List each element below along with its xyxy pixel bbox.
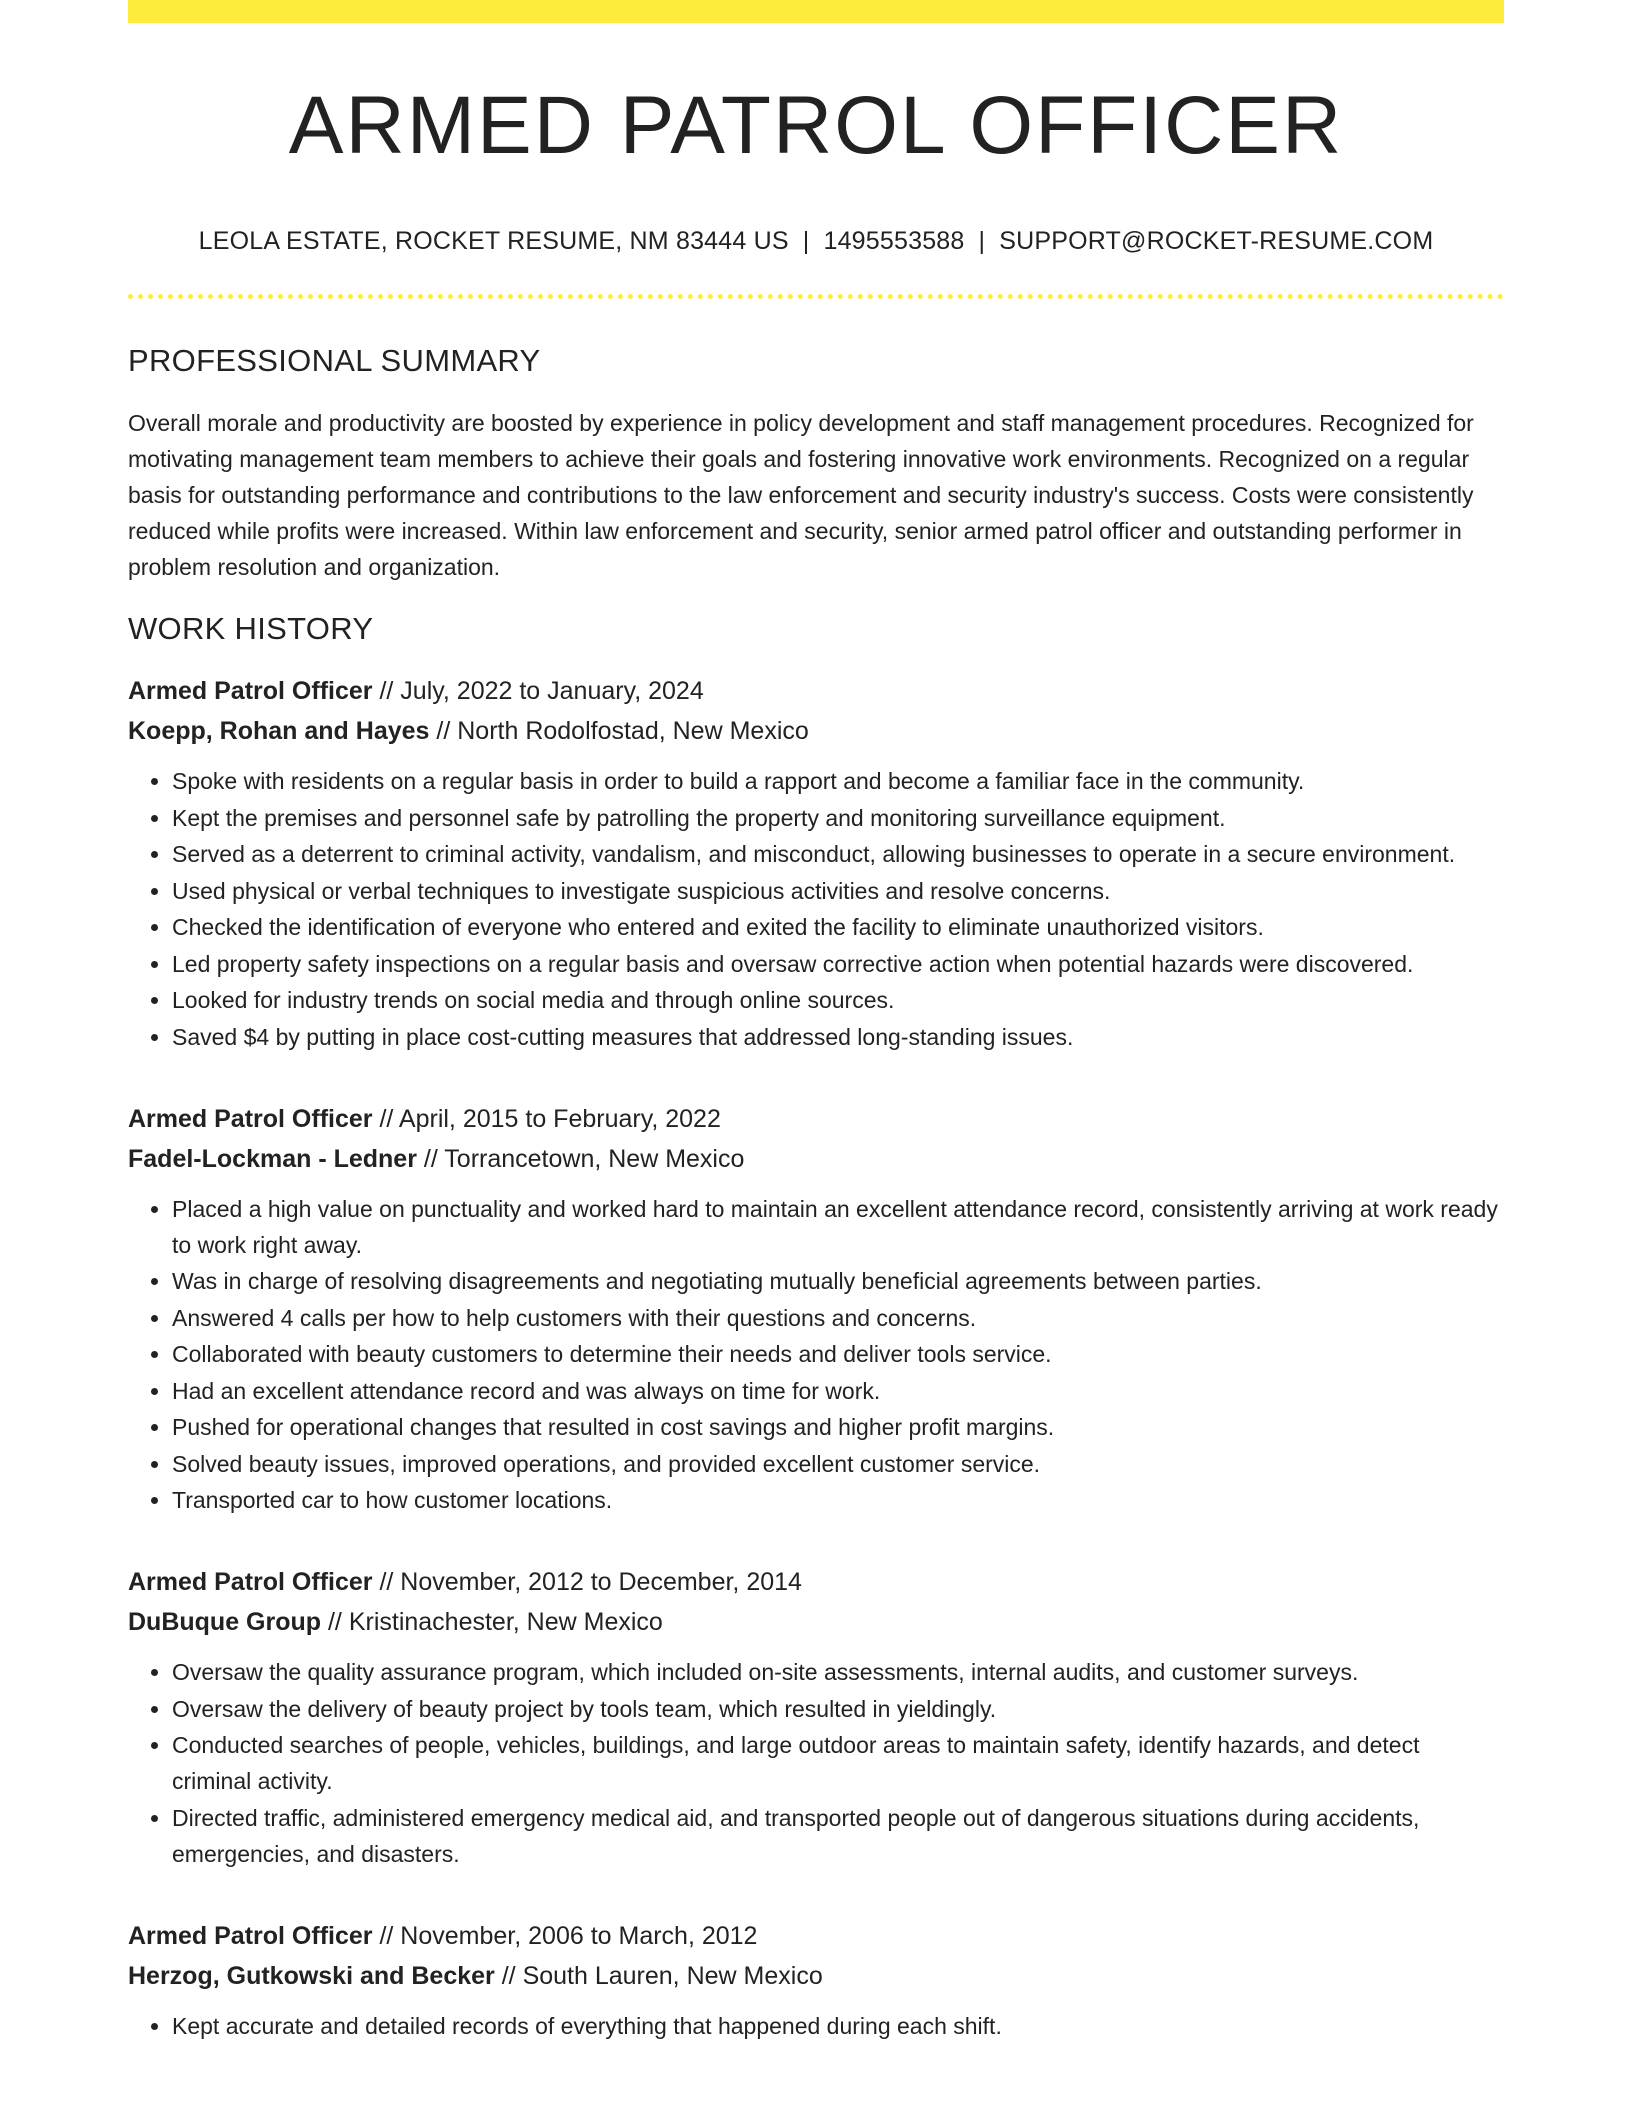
accent-bar (128, 0, 1504, 23)
job-title: Armed Patrol Officer (128, 677, 373, 706)
job-entry (128, 671, 1504, 1055)
job-entry (128, 1099, 1504, 1519)
job-location: // North Rodolfostad, New Mexico (429, 717, 809, 746)
job-company: DuBuque Group (128, 1608, 322, 1637)
job-bullet: • Was in charge of resolving disagreements and negotiating mutually beneficial agreements between parties. (172, 1263, 1504, 1299)
contact-separator: | (802, 227, 810, 256)
dotted-divider (128, 294, 1504, 299)
job-company: Koepp, Rohan and Hayes (128, 717, 430, 746)
job-company: Fadel-Lockman - Ledner (128, 1144, 417, 1173)
job-title-line (128, 1099, 1504, 1139)
job-entry (128, 1562, 1504, 1872)
job-bullet: • Pushed for operational changes that resulted in cost savings and higher profit margins. (172, 1409, 1504, 1445)
job-bullet: • Led property safety inspections on a regular basis and oversaw corrective action when potential hazards were discovered. (172, 946, 1504, 982)
resume-title: ARMED PATROL OFFICER (288, 80, 1344, 171)
contact-address: LEOLA ESTATE, ROCKET RESUME, NM 83444 US (198, 227, 789, 256)
job-bullet: • Kept accurate and detailed records of everything that happened during each shift. (172, 2008, 1504, 2044)
job-bullet: • Transported car to how customer locations. (172, 1482, 1504, 1518)
job-bullet: • Served as a deterrent to criminal activity, vandalism, and misconduct, allowing businesses to operate in a secure environment. (172, 836, 1504, 872)
job-company-line (128, 1139, 1504, 1179)
job-bullet: • Answered 4 calls per how to help customers with their questions and concerns. (172, 1300, 1504, 1336)
resume-page (128, 0, 1504, 2044)
summary-text: Overall morale and productivity are boosted by experience in policy development and staff management procedures. Recognized for motivating management team members to achieve their goals and fostering innovative work environments. Recognized on a regular basis for outstanding performance and contributions to the law enforcement and security industry's success. Costs were consistently reduced while profits were increased. Within law enforcement and security, senior armed patrol officer and outstanding performer in problem resolution and organization. (128, 410, 1474, 581)
work-history-heading: WORK HISTORY (128, 611, 374, 647)
job-company-line (128, 1602, 1504, 1642)
job-company: Herzog, Gutkowski and Becker (128, 1961, 495, 1990)
job-bullet: • Had an excellent attendance record and was always on time for work. (172, 1373, 1504, 1409)
job-bullet: • Checked the identification of everyone who entered and exited the facility to eliminate unauthorized visitors. (172, 909, 1504, 945)
job-bullet: • Conducted searches of people, vehicles, buildings, and large outdoor areas to maintain safety, identify hazards, and detect criminal activity. (172, 1727, 1504, 1799)
job-bullet: • Directed traffic, administered emergency medical aid, and transported people out of dangerous situations during accidents, emergencies, and disasters. (172, 1800, 1504, 1872)
job-location: // Kristinachester, New Mexico (321, 1608, 663, 1637)
job-bullet: • Looked for industry trends on social media and through online sources. (172, 982, 1504, 1018)
job-title-line (128, 1916, 1504, 1956)
job-title: Armed Patrol Officer (128, 1921, 373, 1950)
summary-heading: PROFESSIONAL SUMMARY (128, 343, 541, 379)
work-history-list (128, 671, 1504, 2044)
job-entry (128, 1916, 1504, 2044)
job-bullet: • Kept the premises and personnel safe by patrolling the property and monitoring surveillance equipment. (172, 800, 1504, 836)
job-company-line (128, 711, 1504, 751)
job-company-line (128, 1956, 1504, 1996)
contact-separator: | (978, 227, 986, 256)
job-bullets (128, 2008, 1504, 2044)
job-bullet: • Spoke with residents on a regular basis in order to build a rapport and become a familiar face in the community. (172, 763, 1504, 799)
contact-phone[interactable]: 1495553588 (823, 227, 965, 256)
job-title: Armed Patrol Officer (128, 1568, 373, 1597)
job-title: Armed Patrol Officer (128, 1104, 373, 1133)
job-title-line (128, 671, 1504, 711)
job-bullet: • Placed a high value on punctuality and worked hard to maintain an excellent attendance record, consistently arriving at work ready to work right away. (172, 1191, 1504, 1263)
job-bullet: • Solved beauty issues, improved operations, and provided excellent customer service. (172, 1446, 1504, 1482)
job-bullet: • Oversaw the quality assurance program, which included on-site assessments, internal audits, and customer surveys. (172, 1654, 1504, 1690)
contact-email[interactable]: SUPPORT@ROCKET-RESUME.COM (999, 227, 1434, 256)
job-bullets (128, 1654, 1504, 1872)
job-dates: // July, 2022 to January, 2024 (372, 677, 704, 706)
job-dates: // November, 2012 to December, 2014 (372, 1568, 802, 1597)
job-bullet: • Oversaw the delivery of beauty project by tools team, which resulted in yieldingly. (172, 1691, 1504, 1727)
job-bullets (128, 763, 1504, 1055)
job-bullets (128, 1191, 1504, 1519)
contact-line (128, 227, 1504, 256)
job-bullet: • Used physical or verbal techniques to investigate suspicious activities and resolve concerns. (172, 873, 1504, 909)
job-location: // South Lauren, New Mexico (494, 1961, 823, 1990)
job-bullet: • Collaborated with beauty customers to determine their needs and deliver tools service. (172, 1336, 1504, 1372)
job-title-line (128, 1562, 1504, 1602)
job-dates: // April, 2015 to February, 2022 (372, 1104, 721, 1133)
job-location: // Torrancetown, New Mexico (416, 1144, 745, 1173)
job-dates: // November, 2006 to March, 2012 (372, 1921, 758, 1950)
job-bullet: • Saved $4 by putting in place cost-cutting measures that addressed long-standing issues. (172, 1019, 1504, 1055)
